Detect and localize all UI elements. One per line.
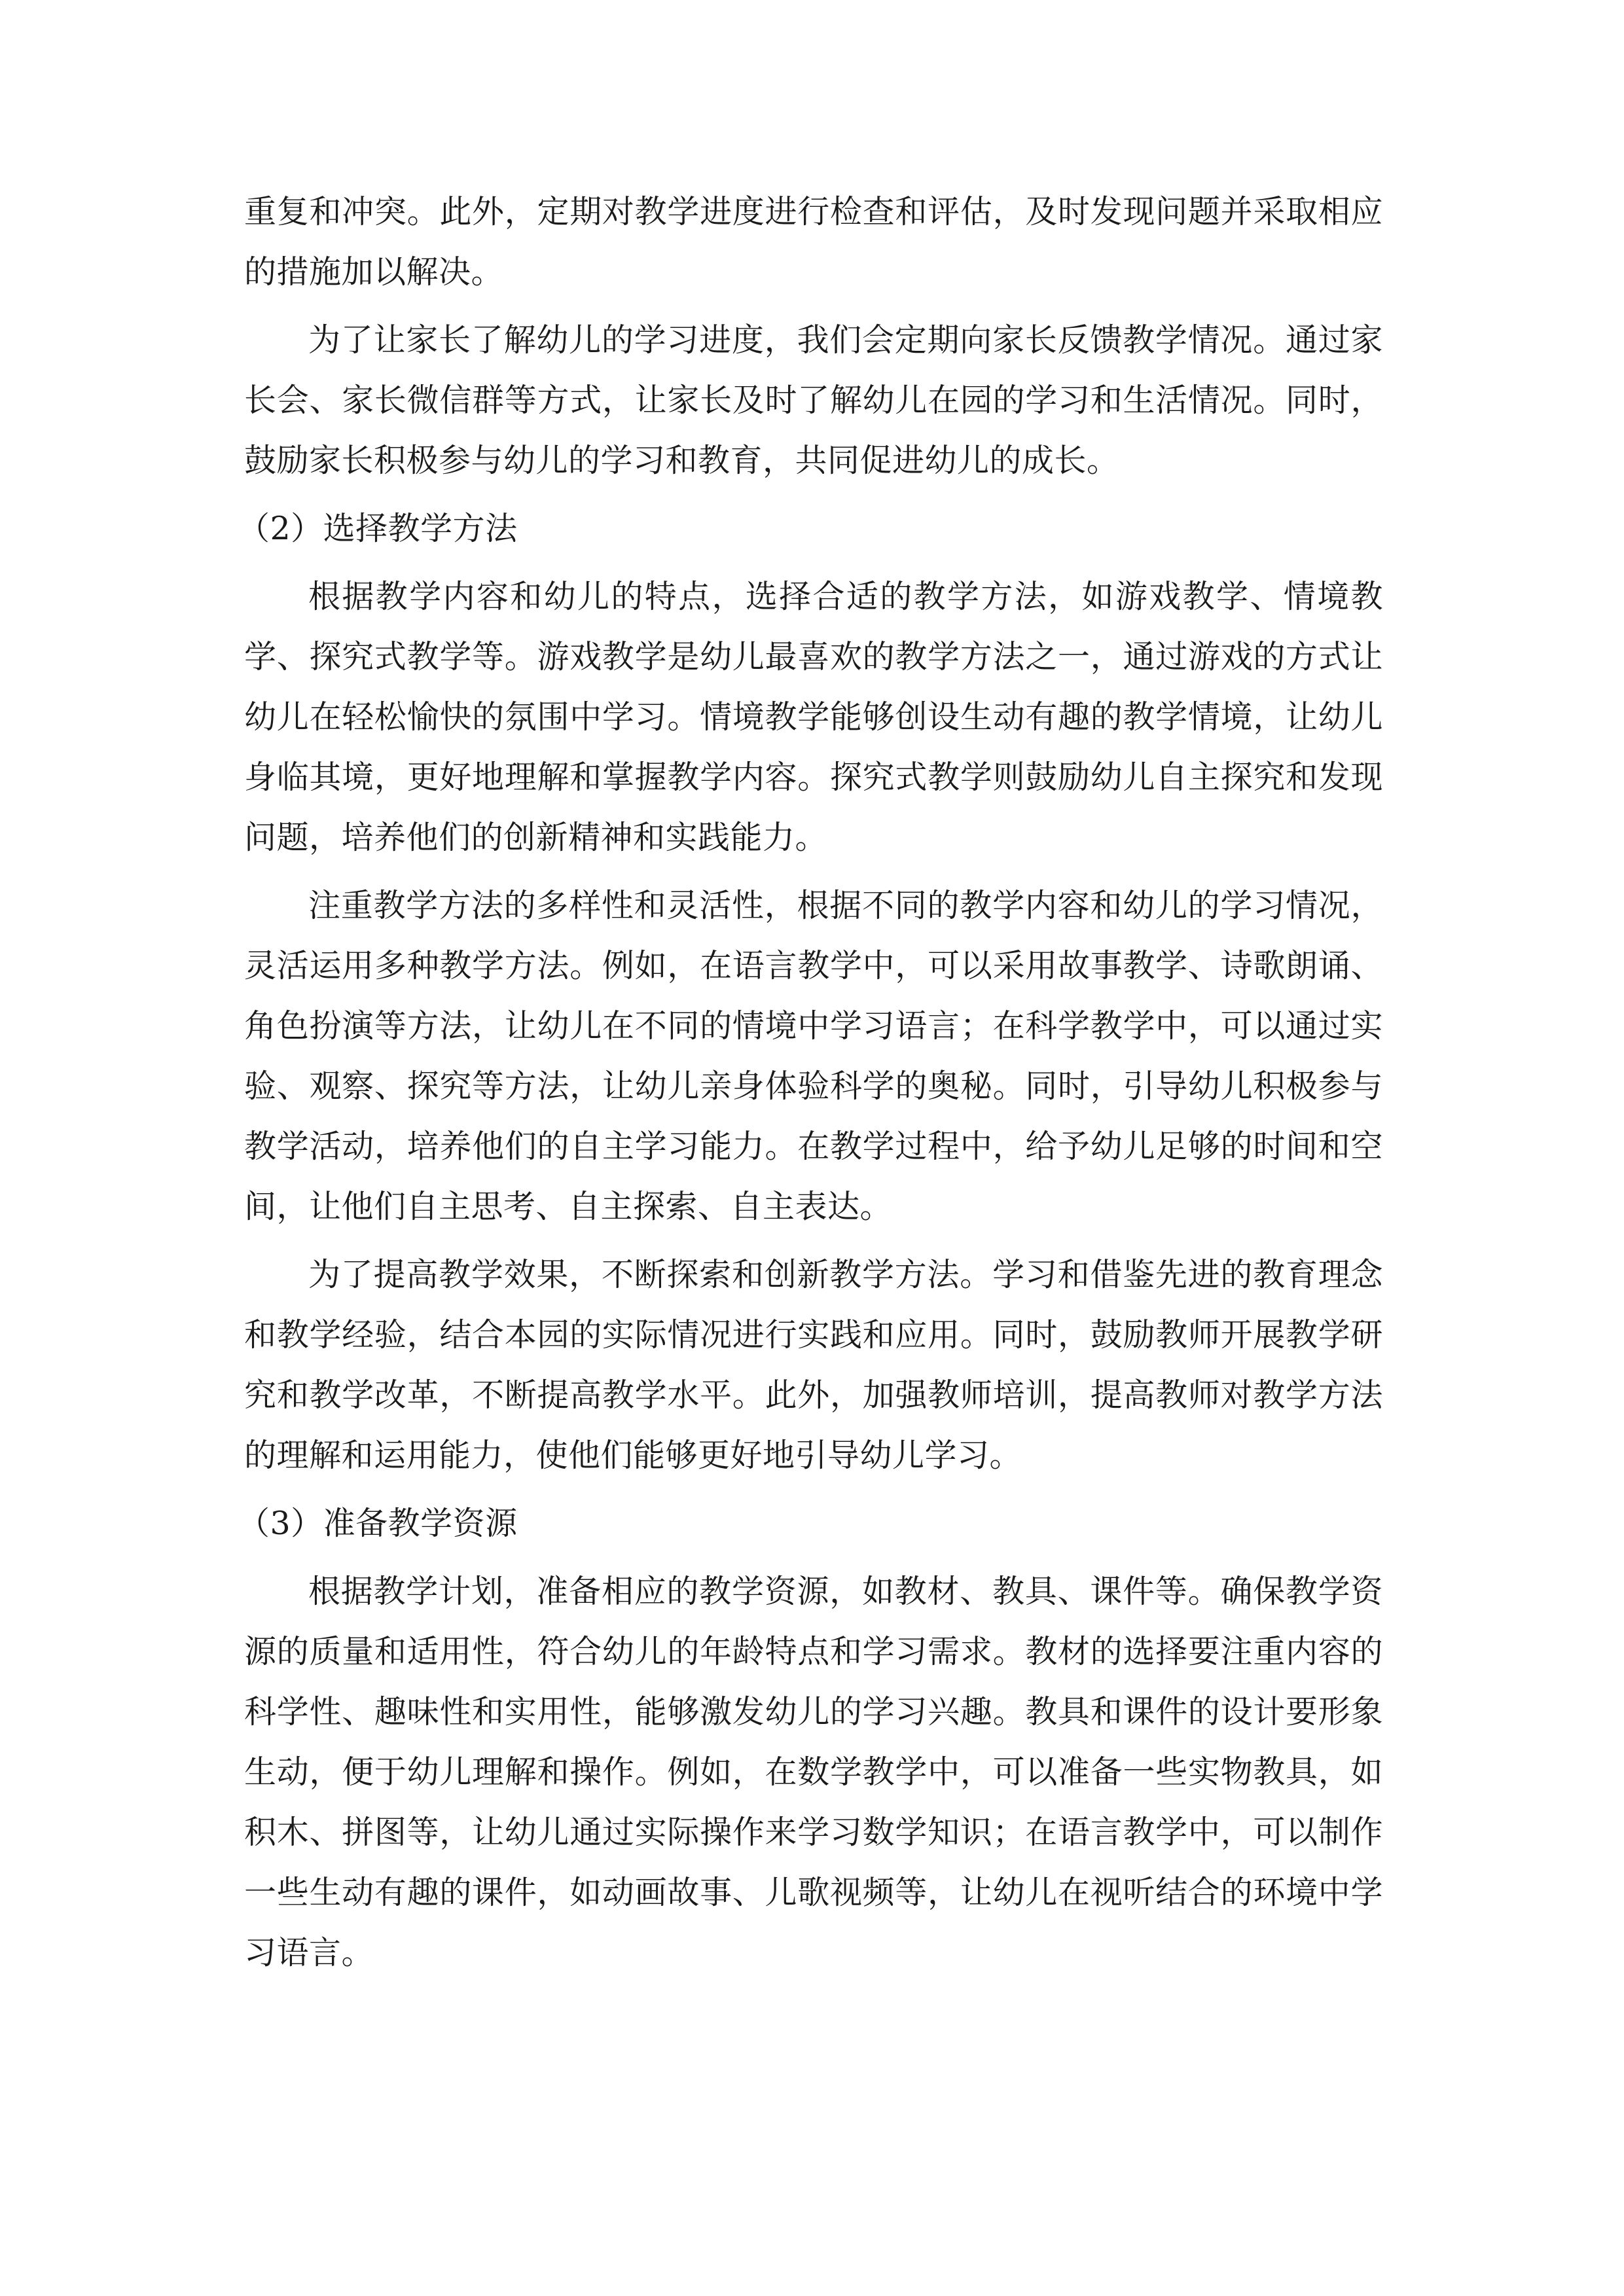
section-heading-teaching-methods: （2）选择教学方法 xyxy=(238,510,518,547)
paragraph-method-diversity: 注重教学方法的多样性和灵活性，根据不同的教学内容和幼儿的学习情况，灵活运用多种教学方法。例如，在语言教学中，可以采用故事教学、诗歌朗诵、角色扮演等方法，让幼儿在不同的情境中学习语言；在科学教学中，可以通过实验、观察、探究等方法，让幼儿亲身体验科学的奥秘。同时，引导幼儿积极参与教学活动，培养他们的自主学习能力。在教学过程中，给予幼儿足够的时间和空间，让他们自主思考、自主探索、自主表达。 xyxy=(244,887,1383,1225)
document-body xyxy=(238,182,1383,1991)
paragraph-resource-preparation: 根据教学计划，准备相应的教学资源，如教材、教具、课件等。确保教学资源的质量和适用性，符合幼儿的年龄特点和学习需求。教材的选择要注重内容的科学性、趣味性和实用性，能够激发幼儿的学习兴趣。教具和课件的设计要形象生动，便于幼儿理解和操作。例如，在数学教学中，可以准备一些实物教具，如积木、拼图等，让幼儿通过实际操作来学习数学知识；在语言教学中，可以制作一些生动有趣的课件，如动画故事、儿歌视频等，让幼儿在视听结合的环境中学习语言。 xyxy=(244,1573,1383,1971)
paragraph-method-innovation: 为了提高教学效果，不断探索和创新教学方法。学习和借鉴先进的教育理念和教学经验，结合本园的实际情况进行实践和应用。同时，鼓励教师开展教学研究和教学改革，不断提高教学水平。此外，加强教师培训，提高教师对教学方法的理解和运用能力，使他们能够更好地引导幼儿学习。 xyxy=(244,1256,1383,1474)
paragraph-method-selection: 根据教学内容和幼儿的特点，选择合适的教学方法，如游戏教学、情境教学、探究式教学等。游戏教学是幼儿最喜欢的教学方法之一，通过游戏的方式让幼儿在轻松愉快的氛围中学习。情境教学能够创设生动有趣的教学情境，让幼儿身临其境，更好地理解和掌握教学内容。探究式教学则鼓励幼儿自主探究和发现问题，培养他们的创新精神和实践能力。 xyxy=(244,578,1383,856)
section-heading-teaching-resources: （3）准备教学资源 xyxy=(238,1505,518,1542)
paragraph-parent-feedback: 为了让家长了解幼儿的学习进度，我们会定期向家长反馈教学情况。通过家长会、家长微信群等方式，让家长及时了解幼儿在园的学习和生活情况。同时，鼓励家长积极参与幼儿的学习和教育，共同促进幼儿的成长。 xyxy=(244,321,1383,479)
paragraph-continued: 重复和冲突。此外，定期对教学进度进行检查和评估，及时发现问题并采取相应的措施加以解决。 xyxy=(244,193,1383,291)
